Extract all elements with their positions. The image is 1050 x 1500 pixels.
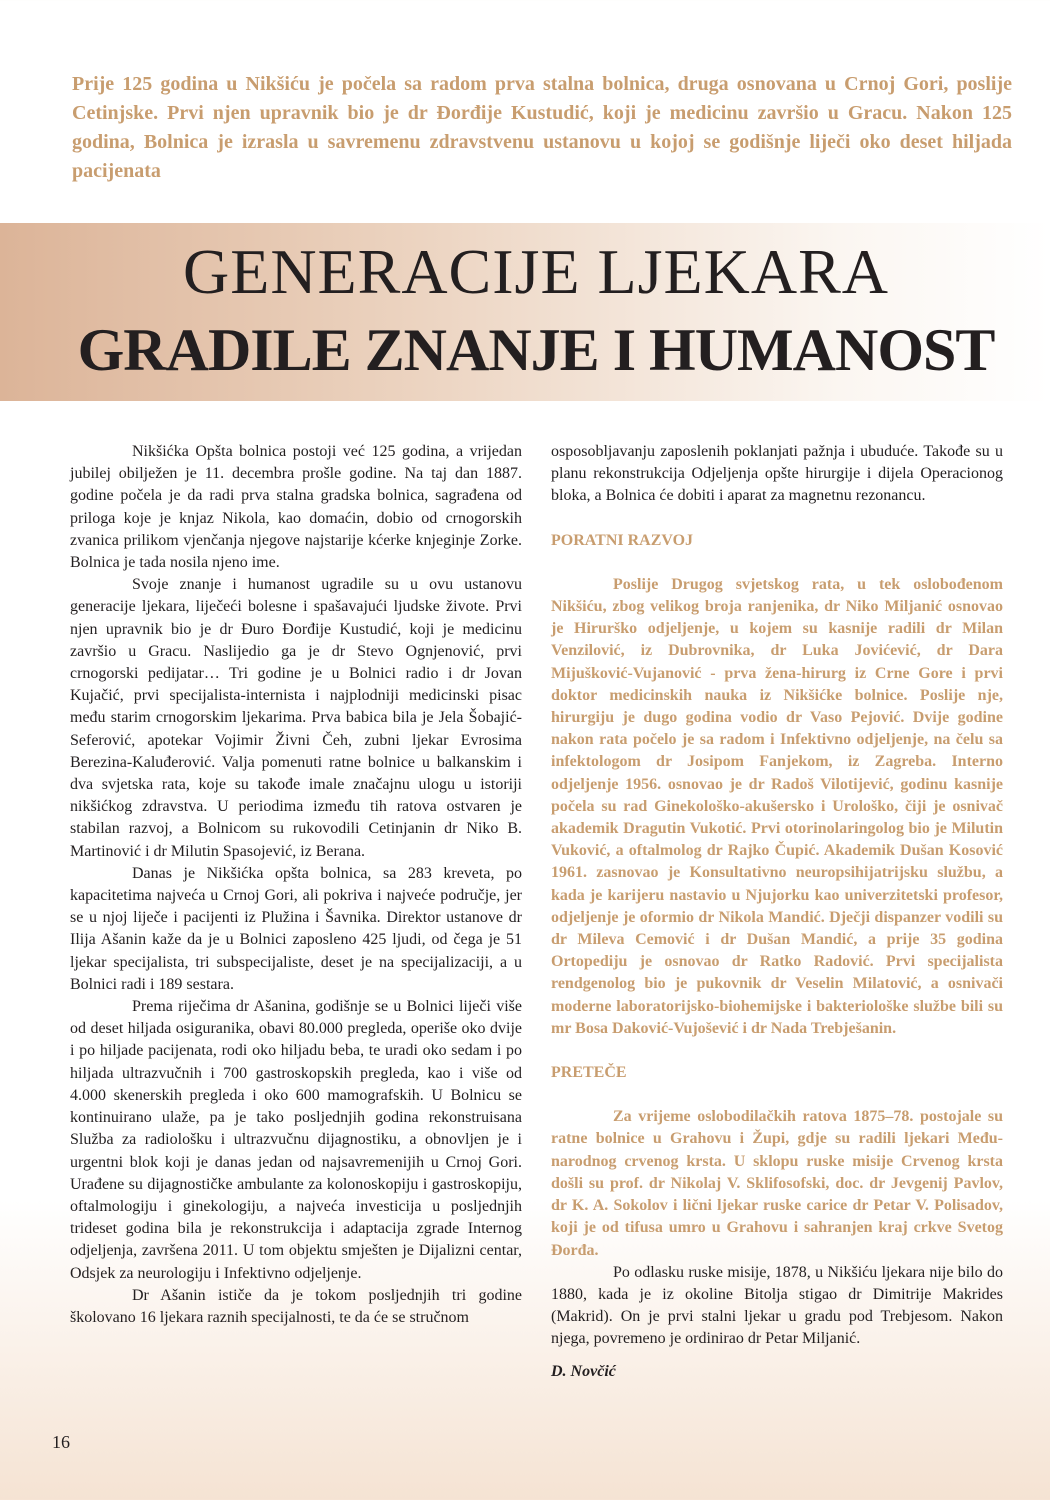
page-number: 16 <box>52 1432 70 1452</box>
body-paragraph: osposobljavanju zaposlenih poklanjati pažnja i ubuduće. Takođe su u planu rekonstrukcija Odjeljenja opšte hirurgije i dijela Operacionog bloka, a Bolnica će dobiti i aparat za magnetnu rezonancu. <box>551 443 1003 505</box>
section-heading: PORATNI RAZVOJ <box>551 531 694 549</box>
body-paragraph: Poslije Drugog svjetskog rata, u tek oslobođenom Nikšiću, zbog velikog broja ranjenika, dr Niko Miljanić osnovao je Hirurško odjeljenje, u kojem su kasnije radili dr Milan Venzilović, iz Dubrovnika, dr Luka Jovićević, dr Dara Mijušković-Vujanović - prva žena-hirurg iz Crne Gore i prvi doktor medicinskih nauka iz Nikšićke bolnice. Poslije nje, hirurgiju je dugo godina vodio dr Vaso Pejović. Dvije godine nakon rata počelo je sa radom i Infektivno odjeljenje, na čelu sa infektologom dr Josipom Fanjekom, iz Zagreba. Interno odjeljenje 1956. osnovao je dr Radoš Vilotijević, godinu kasnije počela su rad Ginekološko-akušersko i Urološko, čiji je osnivač akademik Dragutin Vukotić. Prvi otorinolaringolog bio je Milutin Vuković, a oftalmolog dr Rajko Čupić. Akademik Dušan Kosović 1961. zasnovao je Konsultativno neuropsihijatrijsku službu, a kada je karijeru nastavio u Njujorku kao univerzitetski profesor, odjeljenje je oformio dr Nikola Mandić. Dječji dispanzer vodili su dr Mileva Cemović i dr Dušan Mandić, a prije 35 godina Ortopediju je osnovao dr Ratko Radović. Prvi specijalista rendgenolog bio je pukovnik dr Veselin Milatović, a osnivači moderne laboratorijsko-biohemijske i bakteriološke službe bili su mr Bosa Daković-Vujošević i dr Nada Trebješanin. <box>551 575 1003 1037</box>
body-paragraph: Za vrijeme oslobodilačkih ratova 1875–78. postojale su ratne bolnice u Grahovu i Župi, gdje su radili ljekari Među- narodnog crvenog krsta. U sklopu ruske misije Crvenog krsta došli su prof. dr Nikolaj V. Sklifosofski, doc. dr Jevgenij Pavlov, dr K. A. Sokolov i lični ljekar ruske carice dr Petar V. Polisadov, koji je od tifusa umro u Grahovu i sahranjen kraj crkve Svetog Đorđa. <box>551 1108 1003 1259</box>
body-paragraph: Nikšićka Opšta bolnica postoji već 125 godina, a vrijedan jubilej obilježen je 11. decembra prošle godine. Na taj dan 1887. godine počela je da radi prva stalna gradska bolnica, sagrađena od priloga koje je knjaz Nikola, kao domaćin, dobio od crnogorskih zvanica prilikom vjenčanja njegove najstarije kćerke knjeginje Zorke. Bolnica je tada nosila njeno ime. <box>70 443 522 572</box>
right-column <box>551 441 1003 1383</box>
lead-paragraph: Prije 125 godina u Nikšiću je počela sa radom prva stalna bolnica, druga osnovana u Crnoj Gori, poslije Cetinjske. Prvi njen upravnik bio je dr Đorđije Kustudić, koji je medicinu završio u Gracu. Nakon 125 godina, Bolnica je izrasla u savremenu zdravstvenu ustanovu u kojoj se godišnje liječi oko deset hiljada pacijenata <box>72 73 1012 182</box>
section-heading: PRETEČE <box>551 1064 627 1082</box>
body-paragraph: Danas je Nikšićka opšta bolnica, sa 283 kreveta, po kapacitetima najveća u Crnoj Gori, ali pokriva i najveće područje, jer se u njoj liječe i pacijenti iz Plužina i Šavnika. Direktor ustanove dr Ilija Ašanin kaže da je u Bolnici zaposleno 425 ljudi, od čega je 51 ljekar specijalista, tri subspecijaliste, deset je na specijalizaciji, a u Bolnici radi i 189 sestara. <box>70 864 522 993</box>
title-line-1: GENERACIJE LJEKARA <box>183 236 889 307</box>
title-line-2: GRADILE ZNANJE I HUMANOST <box>77 317 995 383</box>
body-paragraph: Prema riječima dr Ašanina, godišnje se u Bolnici liječi više od deset hiljada osiguranika, obavi 80.000 pregleda, operiše oko dvije i po hiljade pacijenata, rodi oko hiljadu beba, te uradi oko sedam i po hiljada ultrazvučnih i 700 gastroskopskih pregleda, kao i više od 4.000 skenerskih pregleda i oko 600 mamografskih. U Bolnicu se kontinuirano ulaže, pa je tako posljednjih godina rekonstruisana Služba za radiološku i ultrazvučnu dijagnostiku, a obnovljen je i urgentni blok koji je danas jedan od najsavremenijih u Crnoj Gori. Urađene su dijagnostičke ambulante za kolonoskopiju i gastroskopiju, oftalmologiju i ginekologiju, a najveća investicija u posljednjih trideset godina bila je rekonstrukcija i adaptacija zgrade Internog odjeljenja, završena 2011. U tom objektu smješten je Dijalizni centar, Odsjek za neurologiju i Infektivno odjeljenje. <box>70 998 522 1282</box>
body-paragraph: Svoje znanje i humanost ugradile su u ovu ustanovu generacije ljekara, liječeći bolesne i spašavajući ljudske živote. Prvi njen upravnik bio je dr Đuro Đorđije Kustudić, koji je medicinu završio u Gracu. Naslijedio ga je dr Stevo Ognjenović, prvi crnogorski pedijatar… Tri godine je u Bolnici radio i dr Jovan Kujačić, prvi specijalista-internista i najplodniji medicinski pisac među starim crnogorskim ljekarima. Prva babica bila je Jela Šobajić-Seferović, apotekar Vojimir Živni Čeh, zubni ljekar Evrosima Berezina-Kaluđerović. Valja pomenuti ratne bolnice u balkanskim i dva svjetska rata, koje su takođe imale značajnu ulogu u istoriji nikšićkog zdravstva. U periodima između tih ratova ostvaren je stabilan razvoj, a Bolnicom su rukovodili Cetinjanin dr Niko B. Martinović i dr Milutin Spasojević, iz Berana. <box>70 576 522 860</box>
body-paragraph: Po odlasku ruske misije, 1878, u Nikšiću ljekara nije bilo do 1880, kada je iz okoline Bitolja stigao dr Dimitrije Makrides (Makrid). On je prvi stalni ljekar u gradu pod Trebjesom. Nakon njega, povremeno je ordinirao dr Petar Miljanić. <box>551 1263 1003 1348</box>
body-paragraph: Dr Ašanin ističe da je tokom posljednjih tri godine školovano 16 ljekara raznih specijalnosti, te da će se stručnom <box>70 1286 522 1326</box>
author-signature: D. Novčić <box>551 1362 616 1380</box>
left-column <box>70 441 522 1329</box>
